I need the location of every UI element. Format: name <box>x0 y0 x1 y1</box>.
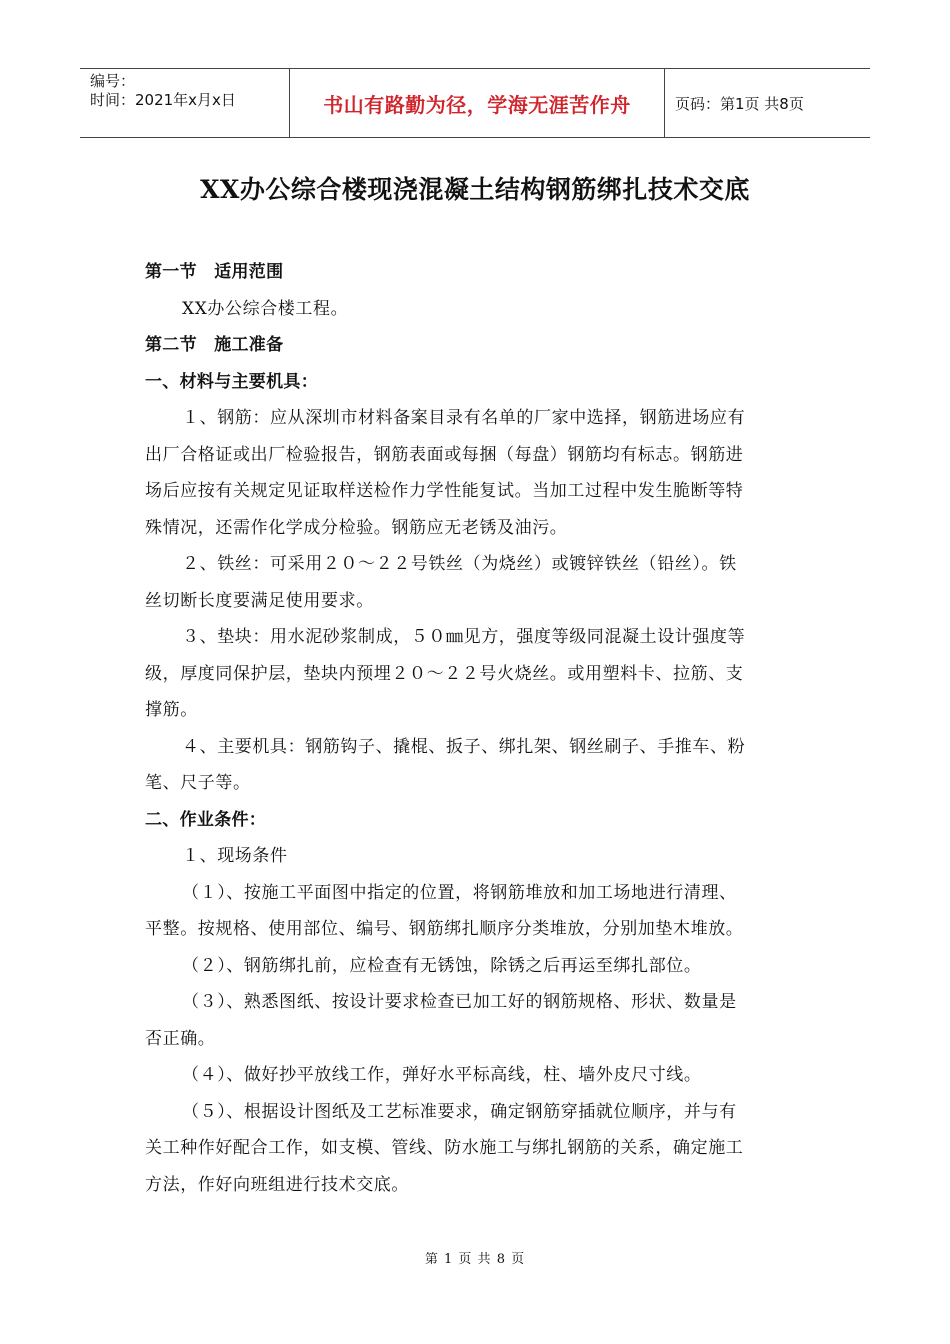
paragraph-line: 丝切断长度要满足使用要求。 <box>145 590 374 611</box>
paragraph-line: （３）、熟悉图纸、按设计要求检查已加工好的钢筋规格、形状、数量是 <box>182 992 737 1012</box>
paragraph-line: 平整。按规格、使用部位、编号、钢筋绑扎顺序分类堆放，分别加垫木堆放。 <box>145 919 744 939</box>
paragraph-line: 级，厚度同保护层，垫块内预埋２０～２２号火烧丝。或用塑料卡、拉筋、支 <box>145 663 744 684</box>
number-label: 编号： <box>90 72 136 90</box>
section-heading: 第二节 施工准备 <box>145 335 284 355</box>
paragraph-line: 殊情况，还需作化学成分检验。钢筋应无老锈及油污。 <box>145 517 568 538</box>
paragraph-line: ４、主要机具：钢筋钩子、撬棍、扳子、绑扎架、钢丝刷子、手推车、粉 <box>182 736 746 757</box>
paragraph-line: XX办公综合楼工程。 <box>182 298 349 319</box>
subsection-heading: 一、材料与主要机具： <box>145 371 318 392</box>
document-title: XX办公综合楼现浇混凝土结构钢筋绑扎技术交底 <box>200 175 750 204</box>
header-table <box>80 68 870 138</box>
paragraph-line: ３、垫块：用水泥砂浆制成，５０㎜见方，强度等级同混凝土设计强度等 <box>182 627 746 647</box>
header-left-cell <box>80 69 290 137</box>
motto: 书山有路勤为径，学海无涯苦作舟 <box>290 69 665 137</box>
subsection-heading: 二、作业条件： <box>145 809 267 830</box>
time-label: 时间：2021年x月x日 <box>90 91 236 109</box>
document-body <box>145 254 807 1203</box>
paragraph-line: 笔、尺子等。 <box>145 773 251 793</box>
paragraph-line: １、钢筋：应从深圳市材料备案目录有名单的厂家中选择，钢筋进场应有 <box>182 408 746 428</box>
paragraph-line: 否正确。 <box>145 1028 216 1049</box>
paragraph-line: ２、铁丝：可采用２０～２２号铁丝（为烧丝）或镀锌铁丝（铅丝）。铁 <box>182 554 737 574</box>
paragraph-line: 场后应按有关规定见证取样送检作力学性能复试。当加工过程中发生脆断等特 <box>145 481 744 501</box>
paragraph-line: 撑筋。 <box>145 700 198 720</box>
paragraph-line: １、现场条件 <box>182 846 288 866</box>
page-footer: 第 1 页 共 8 页 <box>424 1252 526 1267</box>
paragraph-line: （２）、钢筋绑扎前，应检查有无锈蚀，除锈之后再运至绑扎部位。 <box>182 955 702 976</box>
paragraph-line: 关工种作好配合工作，如支模、管线、防水施工与绑扎钢筋的关系，确定施工 <box>145 1138 744 1158</box>
section-heading: 第一节 适用范围 <box>145 262 284 282</box>
paragraph-line: 方法，作好向班组进行技术交底。 <box>145 1174 409 1195</box>
paragraph-line: （１）、按施工平面图中指定的位置，将钢筋堆放和加工场地进行清理、 <box>182 882 737 903</box>
paragraph-line: （４）、做好抄平放线工作，弹好水平标高线，柱、墙外皮尺寸线。 <box>182 1065 702 1085</box>
paragraph-line: （５）、根据设计图纸及工艺标准要求，确定钢筋穿插就位顺序，并与有 <box>182 1101 737 1122</box>
paragraph-line: 出厂合格证或出厂检验报告，钢筋表面或每捆（每盘）钢筋均有标志。钢筋进 <box>145 444 744 465</box>
page-code: 页码：第1页 共8页 <box>675 94 804 113</box>
